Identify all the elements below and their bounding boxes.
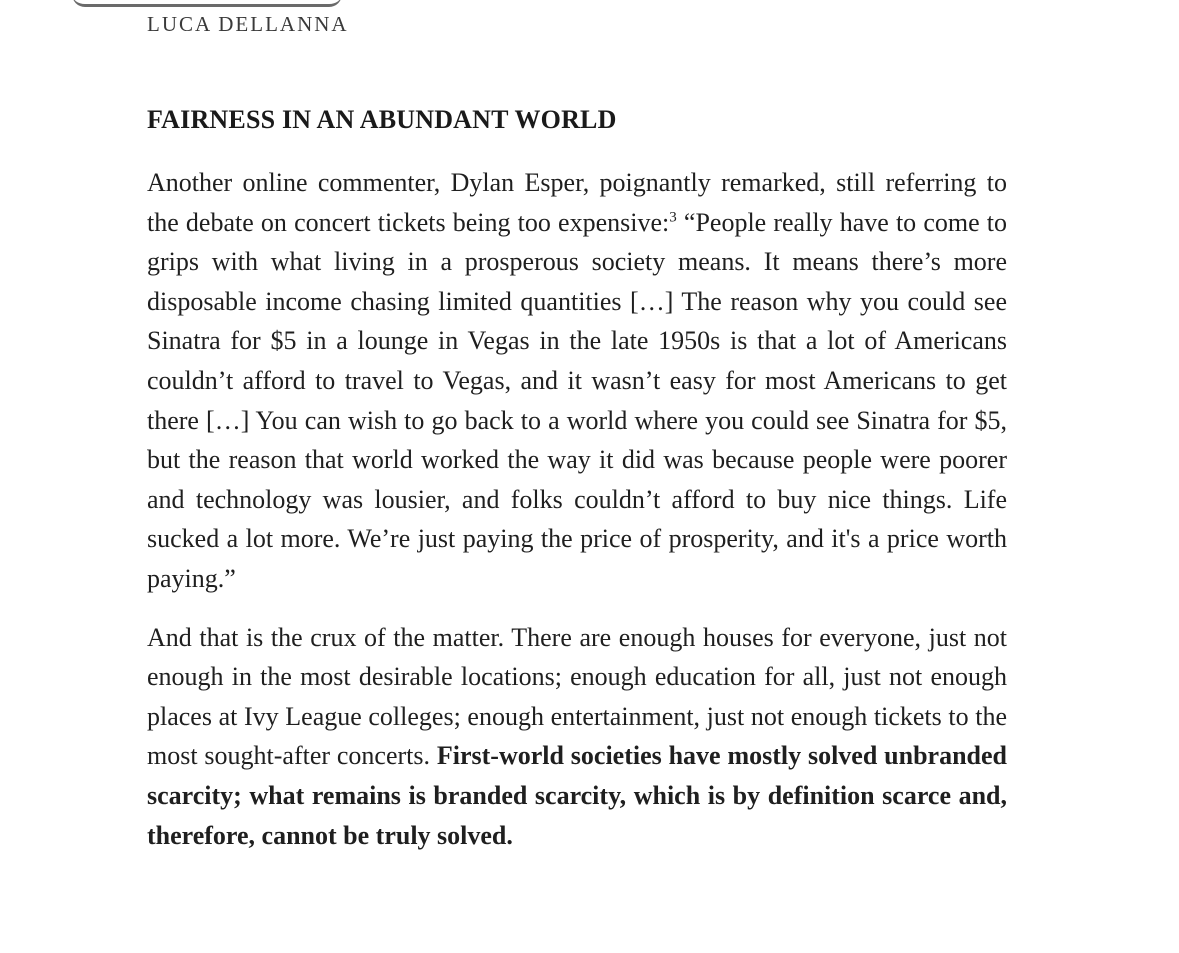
page-top-edge <box>72 0 342 7</box>
footnote-reference[interactable]: 3 <box>669 208 677 225</box>
section-heading: FAIRNESS IN AN ABUNDANT WORLD <box>147 105 617 134</box>
quote-intro-text: Another online commenter, Dylan Esper, poignantly remarked, still referring to the debate on concert tickets being too expensive: <box>147 168 1007 237</box>
quote-text: “People really have to come to grips with what living in a prosperous society means. It means there’s more disposable income chasing limited quantities […] The reason why you could see Sinatra for $5 in a lounge in Vegas in the late 1950s is that a lot of Americans couldn’t afford to travel to Vegas, and it wasn’t easy for most Americans to get there […] You can wish to go back to a world where you could see Sinatra for $5, but the reason that world worked the way it did was because people were poorer and technology was lousier, and folks couldn’t afford to buy nice things. Life sucked a lot more. We’re just paying the price of prosperity, and it's a price worth paying.” <box>147 207 1008 593</box>
conclusion-paragraph <box>147 618 1007 856</box>
quote-paragraph <box>147 163 1007 599</box>
conclusion-text: And that is the crux of the matter. There are enough houses for everyone, just not enough in the most desirable locations; enough education for all, just not enough places at Ivy League colleges; enough entertainment, just not enough tickets to the most sought-after concerts. <box>147 622 1007 771</box>
page-body <box>147 100 1007 855</box>
conclusion-emphasis-text: First-world societies have mostly solved unbranded scarcity; what remains is branded scarcity, which is by definition scarce and, therefore, cannot be truly solved. <box>147 741 1007 850</box>
running-head-author: LUCA DELLANNA <box>147 12 349 36</box>
